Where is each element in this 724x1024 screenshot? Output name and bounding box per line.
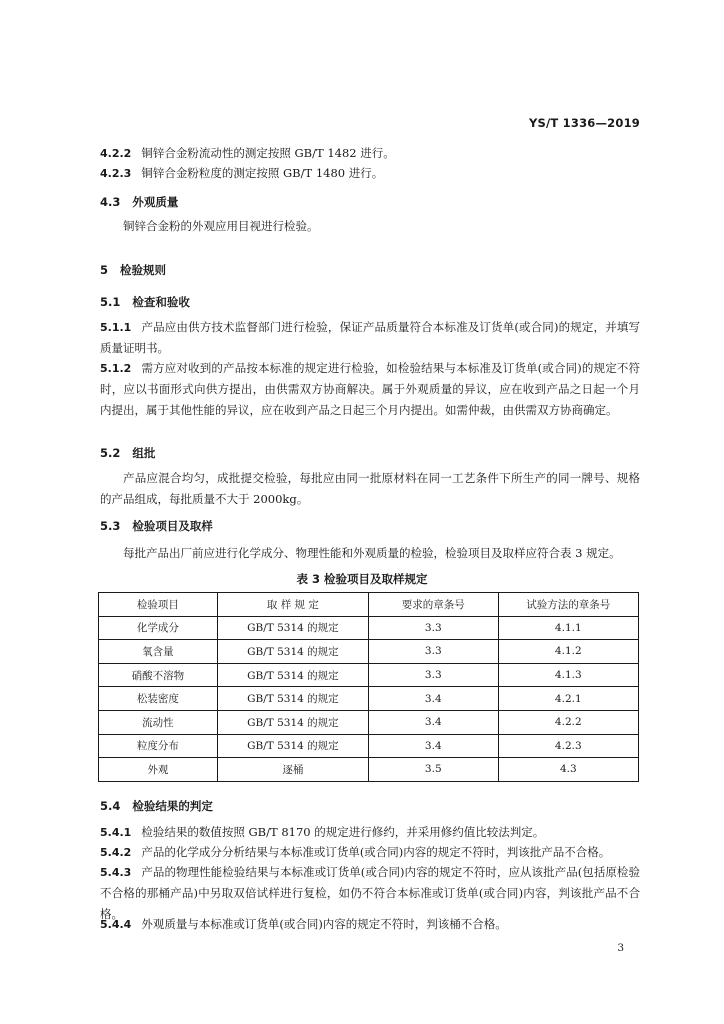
table-cell: 4.1.2 <box>498 640 638 664</box>
clause-5-4-2 <box>100 842 640 863</box>
table-cell: 4.1.3 <box>498 663 638 687</box>
table-cell: 流动性 <box>99 710 218 734</box>
section-number: 5 <box>100 263 109 277</box>
clause-number: 4.2.3 <box>100 167 132 180</box>
table-row <box>99 640 639 664</box>
clause-number: 5.4.1 <box>100 826 132 839</box>
table-row <box>99 734 639 758</box>
table-cell: GB/T 5314 的规定 <box>217 687 368 711</box>
section-number: 5.2 <box>100 446 121 460</box>
table-cell: 硝酸不溶物 <box>99 663 218 687</box>
table-row <box>99 663 639 687</box>
section-title: 检验规则 <box>120 263 167 277</box>
table-cell: 3.5 <box>368 758 498 782</box>
clause-5-1-1 <box>100 317 640 359</box>
table-row <box>99 687 639 711</box>
section-heading-5-2 <box>100 445 155 461</box>
table-cell: 氧含量 <box>99 640 218 664</box>
table-header-cell: 取 样 规 定 <box>217 593 368 617</box>
table-cell: 4.2.3 <box>498 734 638 758</box>
table-caption: 表 3 检验项目及取样规定 <box>296 572 428 586</box>
clause-number: 5.1.2 <box>100 362 132 375</box>
clause-text: 铜锌合金粉流动性的测定按照 GB/T 1482 进行。 <box>141 146 395 160</box>
table-cell: 3.3 <box>368 616 498 640</box>
section-number: 5.3 <box>100 519 121 533</box>
page-number: 3 <box>617 942 624 954</box>
section-number: 5.1 <box>100 295 121 309</box>
table-cell: 4.2.2 <box>498 710 638 734</box>
table-cell: GB/T 5314 的规定 <box>217 734 368 758</box>
paragraph-5-3: 每批产品出厂前应进行化学成分、物理性能和外观质量的检验，检验项目及取样应符合表 3 规定。 <box>123 546 621 560</box>
section-title: 检查和验收 <box>132 295 190 309</box>
table-cell: 4.2.1 <box>498 687 638 711</box>
table-header-cell: 检验项目 <box>99 593 218 617</box>
clause-number: 5.4.3 <box>100 866 132 879</box>
paragraph-5-2: 产品应混合均匀，成批提交检验，每批应由同一批原材料在同一工艺条件下所生产的同一牌号、规格的产品组成，每批质量不大于 2000kg。 <box>100 471 640 506</box>
clause-5-4-4 <box>100 914 640 935</box>
table-header-cell: 试验方法的章条号 <box>498 593 638 617</box>
clause-text: 产品的化学成分分析结果与本标准或订货单(或合同)内容的规定不符时，判该批产品不合格。 <box>141 845 611 859</box>
table-cell: 3.4 <box>368 734 498 758</box>
clause-number: 5.4.2 <box>100 846 132 859</box>
clause-number: 5.4.4 <box>100 918 132 931</box>
table-cell: 4.3 <box>498 758 638 782</box>
clause-text: 铜锌合金粉粒度的测定按照 GB/T 1480 进行。 <box>141 166 384 180</box>
table-row <box>99 758 639 782</box>
clause-5-1-2 <box>100 358 640 421</box>
section-heading-5-4 <box>100 798 213 814</box>
section-heading-5-3 <box>100 518 213 534</box>
clause-4-2-2 <box>100 146 638 161</box>
table-header-cell: 要求的章条号 <box>368 593 498 617</box>
standard-id: YS/T 1336—2019 <box>529 116 640 130</box>
clause-text: 需方应对收到的产品按本标准的规定进行检验，如检验结果与本标准及订货单(或合同)的规定不符时，应以书面形式向供方提出，由供需双方协商解决。属于外观质量的异议，应在收到产品之日起一个月内提出，属于其他性能的异议，应在收到产品之日起三个月内提出。如需仲裁，由供需双方协商确定。 <box>100 361 640 417</box>
table-row <box>99 710 639 734</box>
table-cell: 化学成分 <box>99 616 218 640</box>
inspection-table <box>98 592 639 782</box>
clause-4-2-3 <box>100 166 638 181</box>
section-heading-4-3 <box>100 194 178 210</box>
table-cell: 3.3 <box>368 663 498 687</box>
section-title: 组批 <box>132 446 156 460</box>
table-cell: 3.4 <box>368 687 498 711</box>
clause-number: 5.1.1 <box>100 321 132 334</box>
section-number: 4.3 <box>100 195 121 209</box>
clause-number: 4.2.2 <box>100 147 132 160</box>
clause-text: 检验结果的数值按照 GB/T 8170 的规定进行修约，并采用修约值比较法判定。 <box>141 825 545 839</box>
clause-5-4-1 <box>100 822 640 843</box>
table-cell: 外观 <box>99 758 218 782</box>
clause-text: 产品的物理性能检验结果与本标准或订货单(或合同)内容的规定不符时，应从该批产品(包括原检验不合格的那桶产品)中另取双倍试样进行复检，如仍不符合本标准或订货单(或合同)内容，判该批产品不合格。 <box>100 865 640 921</box>
table-cell: 3.3 <box>368 640 498 664</box>
paragraph-4-3: 铜锌合金粉的外观应用目视进行检验。 <box>123 219 319 233</box>
section-number: 5.4 <box>100 799 121 813</box>
table-cell: 逐桶 <box>217 758 368 782</box>
section-heading-5 <box>100 262 166 278</box>
table-cell: 松装密度 <box>99 687 218 711</box>
clause-text: 外观质量与本标准或订货单(或合同)内容的规定不符时，判该桶不合格。 <box>141 917 507 931</box>
table-cell: 粒度分布 <box>99 734 218 758</box>
clause-text: 产品应由供方技术监督部门进行检验，保证产品质量符合本标准及订货单(或合同)的规定，并填写质量证明书。 <box>100 320 640 355</box>
section-title: 外观质量 <box>132 195 179 209</box>
table-cell: GB/T 5314 的规定 <box>217 663 368 687</box>
table-header-row <box>99 593 639 617</box>
table-cell: GB/T 5314 的规定 <box>217 640 368 664</box>
table-cell: GB/T 5314 的规定 <box>217 710 368 734</box>
section-title: 检验项目及取样 <box>132 519 213 533</box>
table-cell: 4.1.1 <box>498 616 638 640</box>
section-title: 检验结果的判定 <box>132 799 213 813</box>
table-cell: 3.4 <box>368 710 498 734</box>
table-cell: GB/T 5314 的规定 <box>217 616 368 640</box>
section-heading-5-1 <box>100 294 190 310</box>
table-row <box>99 616 639 640</box>
